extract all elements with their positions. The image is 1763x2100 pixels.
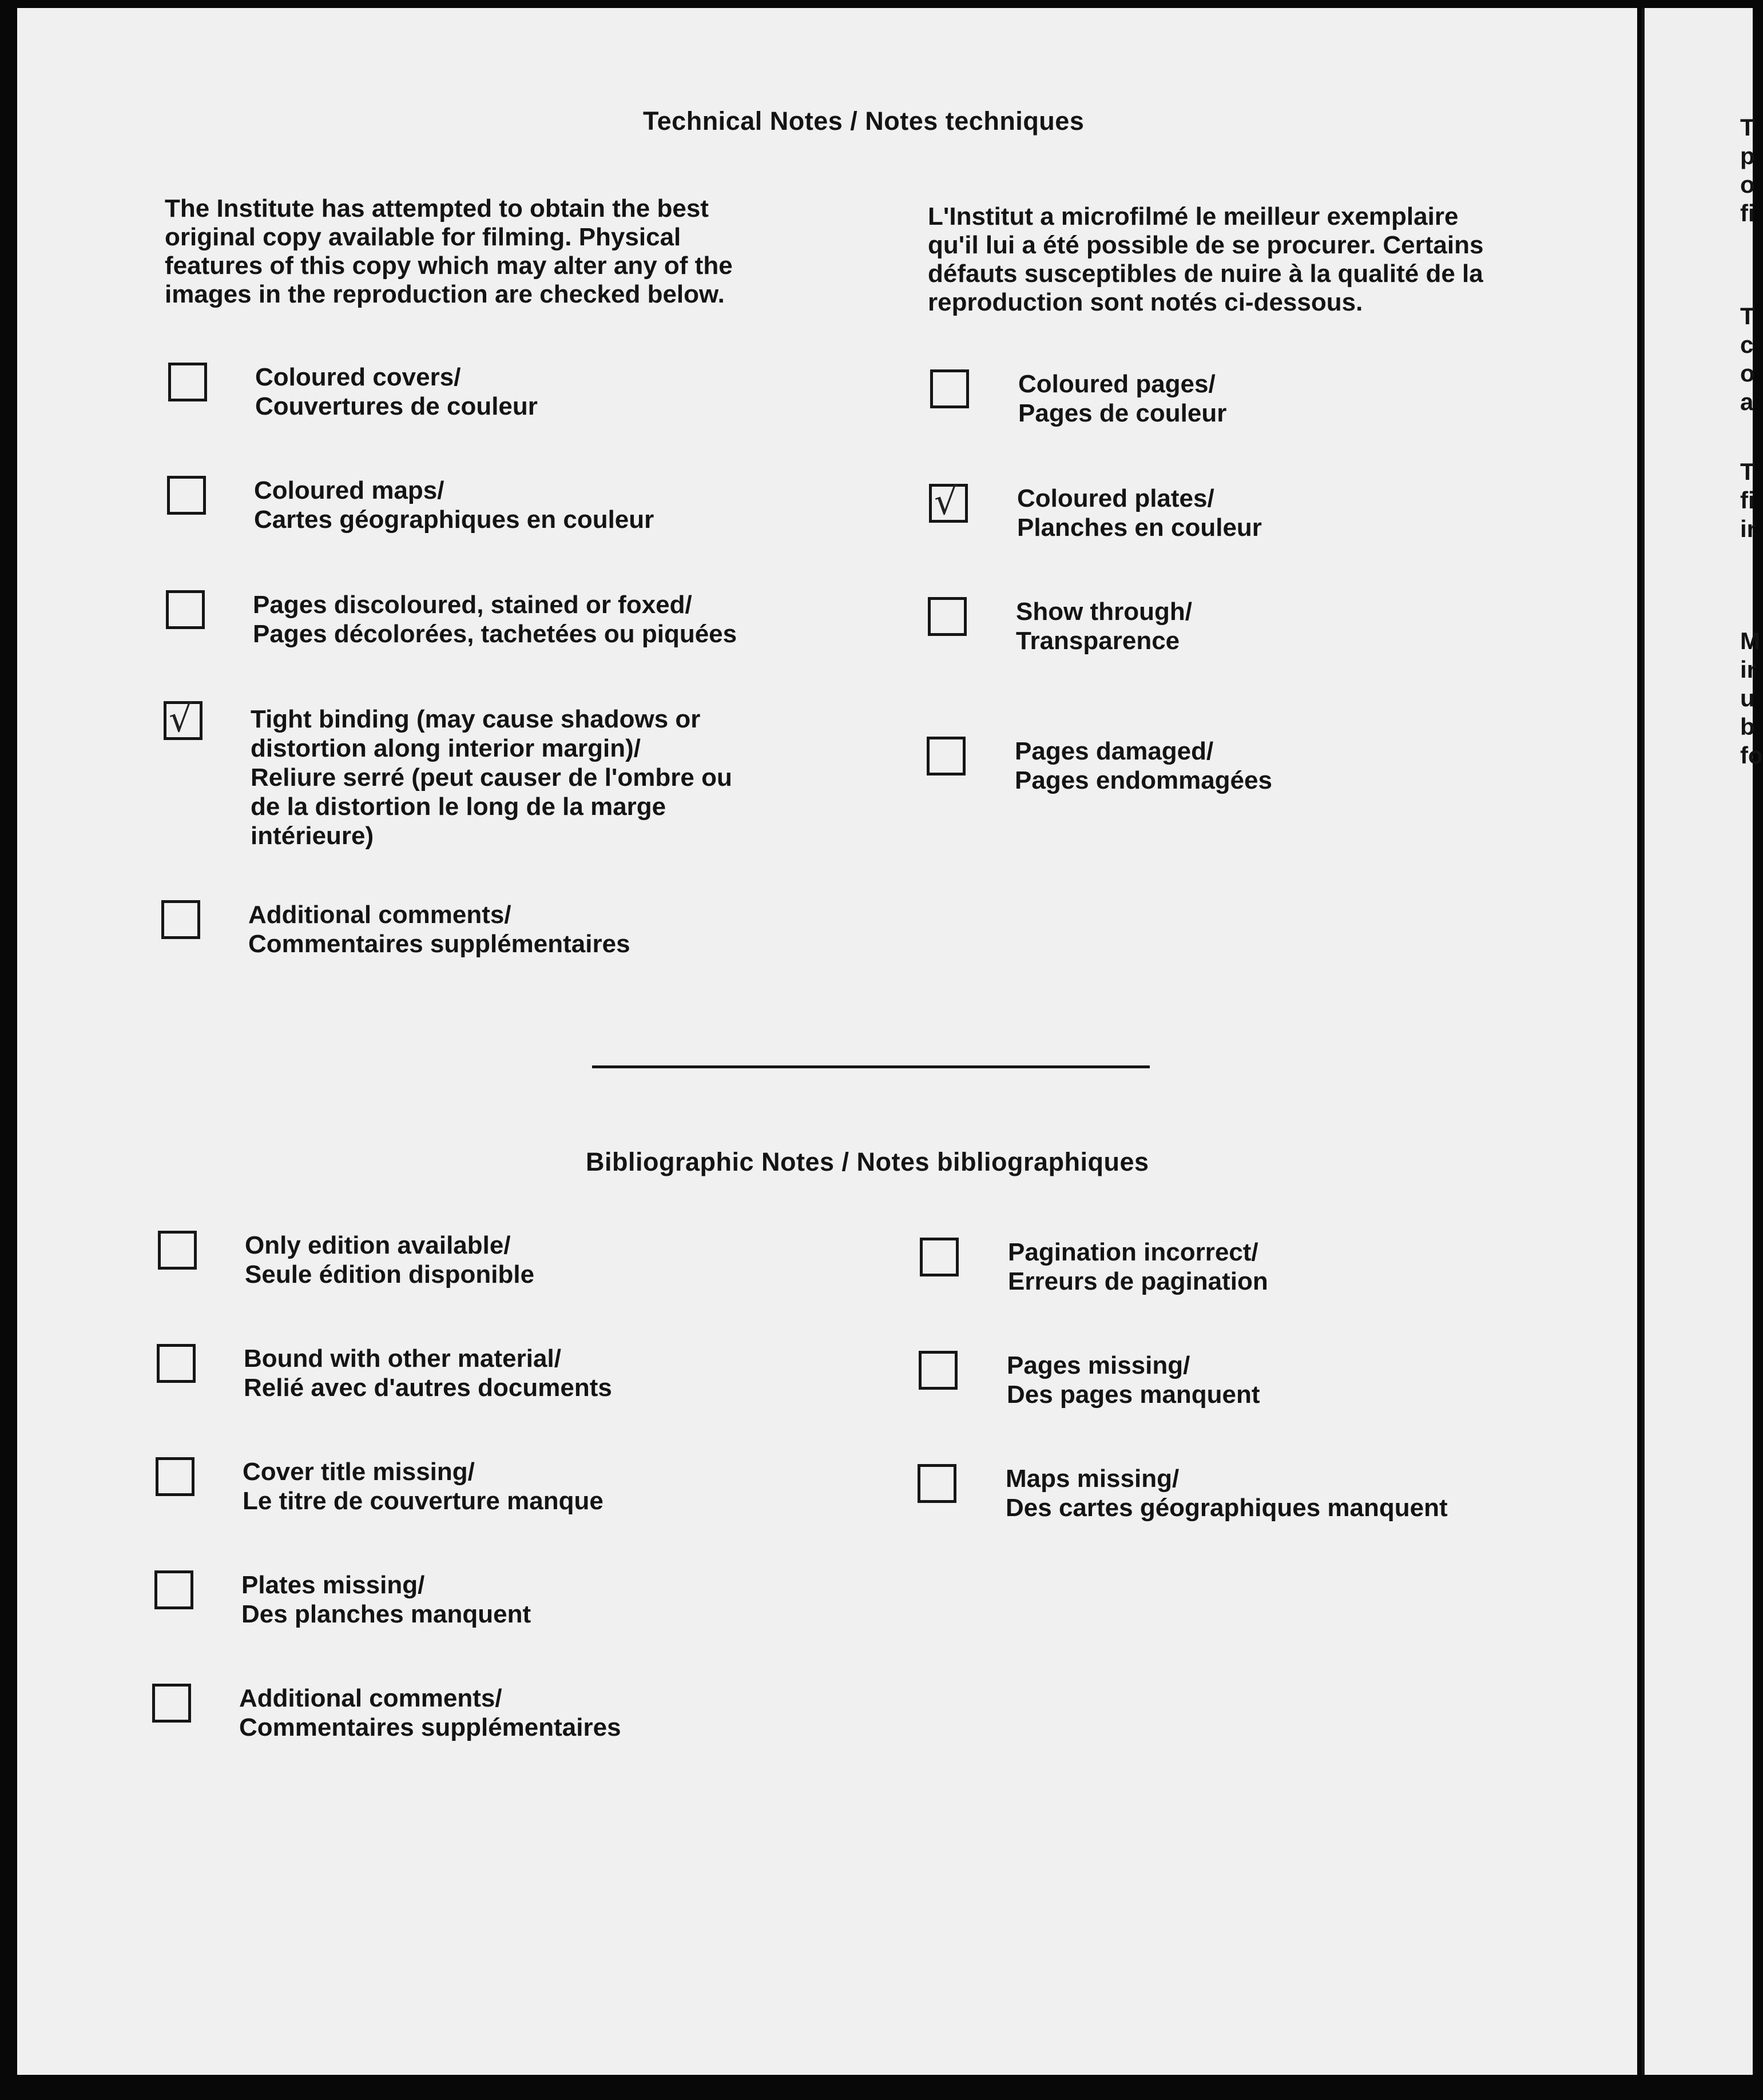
- fragment-line: fo: [1740, 742, 1763, 769]
- intro-line: original copy available for filming. Physical: [165, 223, 681, 251]
- fragment-line: T: [1740, 114, 1755, 141]
- label-line: Pages endommagées: [1015, 766, 1272, 794]
- fragment-line: p: [1740, 142, 1755, 169]
- label-line: intérieure): [251, 822, 374, 850]
- label-line: Seule édition disponible: [245, 1260, 535, 1288]
- checkbox-label: [254, 476, 654, 534]
- form-sheet: [17, 8, 1637, 2075]
- label-line: Tight binding (may cause shadows or: [251, 705, 701, 733]
- intro-line: reproduction sont notés ci-dessous.: [928, 288, 1363, 316]
- fragment-line: b: [1740, 713, 1755, 740]
- checkbox-label: [1017, 484, 1262, 542]
- intro-line: défauts susceptibles de nuire à la qualité de la: [928, 260, 1483, 288]
- checkbox[interactable]: [166, 590, 205, 629]
- label-line: Coloured pages/: [1018, 370, 1216, 398]
- label-line: distortion along interior margin)/: [251, 734, 641, 762]
- fragment-line: fi: [1740, 200, 1755, 226]
- label-line: Commentaires supplémentaires: [248, 930, 630, 958]
- label-line: Des pages manquent: [1007, 1381, 1260, 1409]
- fragment-line: o: [1740, 171, 1755, 198]
- fragment-line: u: [1740, 685, 1755, 711]
- checkbox[interactable]: [157, 1344, 196, 1383]
- label-line: Pages de couleur: [1018, 399, 1227, 427]
- label-line: Bound with other material/: [244, 1345, 561, 1373]
- label-line: Commentaires supplémentaires: [239, 1713, 621, 1741]
- intro-line: L'Institut a microfilmé le meilleur exemplaire: [928, 202, 1459, 230]
- label-line: Additional comments/: [248, 901, 511, 929]
- check-mark-icon: √: [934, 481, 958, 523]
- section-divider: [592, 1065, 1150, 1068]
- checked-checkbox[interactable]: [164, 698, 202, 741]
- label-line: Coloured maps/: [254, 476, 444, 504]
- fragment-line: o: [1740, 360, 1755, 387]
- checkbox-label: [1007, 1351, 1260, 1409]
- checkbox[interactable]: [920, 1238, 959, 1276]
- label-line: de la distortion le long de la marge: [251, 793, 666, 821]
- checkbox-label: [253, 590, 737, 649]
- checkbox[interactable]: [158, 1231, 197, 1270]
- fragment-line: a: [1740, 388, 1754, 415]
- label-line: Show through/: [1016, 598, 1192, 626]
- checkbox-label: [1015, 737, 1272, 795]
- intro-line: images in the reproduction are checked below.: [165, 280, 725, 308]
- checkbox[interactable]: [152, 1684, 191, 1723]
- strip-border: [1642, 8, 1645, 2075]
- check-mark-icon: √: [169, 698, 192, 741]
- label-line: Transparence: [1016, 627, 1180, 655]
- label-line: Pages discoloured, stained or foxed/: [253, 591, 692, 619]
- checkbox[interactable]: [930, 369, 969, 408]
- fragment-line: ir: [1740, 656, 1757, 683]
- checkbox-label: [1008, 1238, 1268, 1296]
- label-line: Relié avec d'autres documents: [244, 1374, 612, 1402]
- checkbox-label: [243, 1457, 603, 1516]
- label-line: Cover title missing/: [243, 1458, 475, 1486]
- fragment-line: fi: [1740, 487, 1755, 514]
- adjacent-page-strip: [1642, 8, 1763, 2075]
- label-line: Pages missing/: [1007, 1351, 1190, 1379]
- label-line: Pagination incorrect/: [1008, 1238, 1258, 1266]
- fragment-line: ir: [1740, 515, 1757, 542]
- label-line: Plates missing/: [241, 1571, 425, 1599]
- checked-checkbox[interactable]: [929, 481, 968, 523]
- checkbox-label: [255, 363, 538, 421]
- intro-line: features of this copy which may alter any of the: [165, 252, 733, 280]
- checkbox[interactable]: [161, 900, 200, 939]
- fragment-line: T: [1740, 458, 1755, 485]
- label-line: Pages décolorées, tachetées ou piquées: [253, 620, 737, 648]
- fragment-line: c: [1740, 331, 1754, 358]
- bibliographic-notes-heading: Bibliographic Notes / Notes bibliographiques: [586, 1147, 1149, 1176]
- checkbox-label: [244, 1344, 612, 1402]
- label-line: Maps missing/: [1006, 1465, 1180, 1493]
- checkbox-label: [1016, 597, 1192, 655]
- checkbox-label: [239, 1684, 621, 1742]
- fragment-line: M: [1740, 627, 1760, 654]
- label-line: Coloured plates/: [1017, 484, 1214, 512]
- checkbox[interactable]: [928, 597, 967, 636]
- intro-line: The Institute has attempted to obtain the best: [165, 194, 709, 222]
- intro-line: qu'il lui a été possible de se procurer. Certains: [928, 231, 1484, 259]
- fragment-line: T: [1740, 303, 1755, 329]
- checkbox-label: [1006, 1464, 1448, 1522]
- technical-intro-french: [928, 202, 1483, 317]
- checkbox[interactable]: [168, 363, 207, 401]
- checkbox[interactable]: [154, 1570, 193, 1609]
- checkbox[interactable]: [918, 1464, 956, 1503]
- label-line: Pages damaged/: [1015, 737, 1214, 765]
- checkbox-label: [248, 900, 630, 958]
- label-line: Des cartes géographiques manquent: [1006, 1494, 1448, 1522]
- label-line: Erreurs de pagination: [1008, 1267, 1268, 1295]
- technical-intro-english: [165, 194, 733, 309]
- label-line: Le titre de couverture manque: [243, 1487, 603, 1515]
- technical-notes-heading: Technical Notes / Notes techniques: [643, 106, 1085, 136]
- checkbox-label: [251, 705, 732, 850]
- checkbox-label: [245, 1231, 534, 1289]
- label-line: Couvertures de couleur: [255, 392, 538, 420]
- label-line: Coloured covers/: [255, 363, 461, 391]
- label-line: Only edition available/: [245, 1231, 511, 1259]
- checkbox[interactable]: [927, 737, 966, 775]
- label-line: Cartes géographiques en couleur: [254, 506, 654, 534]
- checkbox[interactable]: [156, 1457, 194, 1496]
- label-line: Des planches manquent: [241, 1600, 531, 1628]
- checkbox[interactable]: [919, 1351, 958, 1390]
- checkbox-label: [1018, 369, 1226, 428]
- checkbox[interactable]: [167, 476, 206, 515]
- label-line: Planches en couleur: [1017, 514, 1262, 542]
- checkbox-label: [241, 1570, 531, 1629]
- label-line: Reliure serré (peut causer de l'ombre ou: [251, 763, 732, 792]
- label-line: Additional comments/: [239, 1684, 502, 1712]
